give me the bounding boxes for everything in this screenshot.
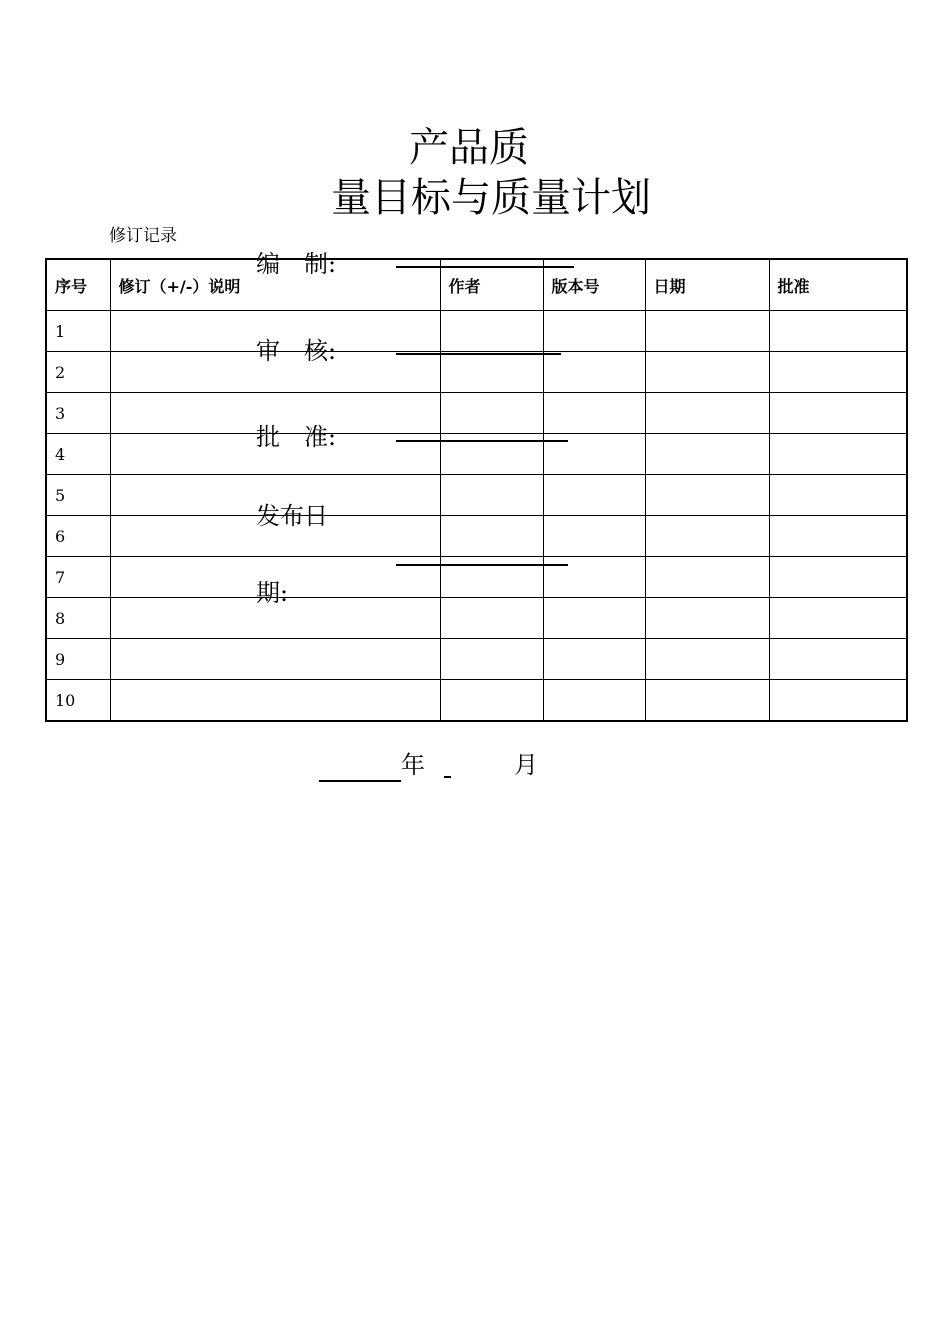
- row-version-cell[interactable]: [543, 557, 645, 598]
- row-date-cell[interactable]: [645, 598, 769, 639]
- row-serial-cell: 4: [46, 434, 110, 475]
- row-author-cell[interactable]: [440, 352, 543, 393]
- reviewed-by-signature-line[interactable]: [396, 353, 561, 355]
- row-serial-cell: 2: [46, 352, 110, 393]
- table-row: [46, 352, 907, 393]
- row-approval-cell[interactable]: [769, 639, 907, 680]
- month-label: 月: [514, 751, 538, 779]
- row-date-cell[interactable]: [645, 475, 769, 516]
- table-row: [46, 598, 907, 639]
- row-approval-cell[interactable]: [769, 311, 907, 352]
- row-date-cell[interactable]: [645, 516, 769, 557]
- header-author: 作者: [440, 259, 543, 311]
- row-date-cell[interactable]: [645, 680, 769, 722]
- row-date-cell[interactable]: [645, 639, 769, 680]
- row-serial-cell: 7: [46, 557, 110, 598]
- reviewed-by-label: 审 核:: [256, 337, 337, 365]
- row-approval-cell[interactable]: [769, 393, 907, 434]
- row-serial-cell: 5: [46, 475, 110, 516]
- row-approval-cell[interactable]: [769, 557, 907, 598]
- row-description-cell[interactable]: [110, 680, 440, 722]
- row-version-cell[interactable]: [543, 393, 645, 434]
- document-title-line1: 产品质: [409, 125, 529, 171]
- header-approval: 批准: [769, 259, 907, 311]
- table-row: [46, 311, 907, 352]
- row-serial-cell: 1: [46, 311, 110, 352]
- row-author-cell[interactable]: [440, 475, 543, 516]
- approved-by-signature-line[interactable]: [396, 440, 568, 442]
- header-version: 版本号: [543, 259, 645, 311]
- table-row: [46, 639, 907, 680]
- revision-table: [45, 258, 908, 722]
- row-author-cell[interactable]: [440, 598, 543, 639]
- year-label: 年: [401, 751, 425, 779]
- row-author-cell[interactable]: [440, 557, 543, 598]
- row-approval-cell[interactable]: [769, 598, 907, 639]
- table-row: [46, 516, 907, 557]
- row-date-cell[interactable]: [645, 434, 769, 475]
- row-author-cell[interactable]: [440, 311, 543, 352]
- prepared-by-signature-line[interactable]: [396, 266, 574, 268]
- row-version-cell[interactable]: [543, 680, 645, 722]
- header-revision-description: 修订（+/-）说明: [110, 259, 440, 311]
- release-date-label-part2: 期:: [256, 579, 289, 607]
- row-serial-cell: 6: [46, 516, 110, 557]
- table-row: [46, 680, 907, 722]
- row-serial-cell: 8: [46, 598, 110, 639]
- row-version-cell[interactable]: [543, 639, 645, 680]
- row-description-cell[interactable]: [110, 639, 440, 680]
- header-serial-number: 序号: [46, 259, 110, 311]
- row-date-cell[interactable]: [645, 311, 769, 352]
- row-version-cell[interactable]: [543, 475, 645, 516]
- table-row: [46, 475, 907, 516]
- header-date: 日期: [645, 259, 769, 311]
- prepared-by-label: 编 制:: [256, 250, 337, 278]
- row-version-cell[interactable]: [543, 598, 645, 639]
- row-author-cell[interactable]: [440, 680, 543, 722]
- row-serial-cell: 10: [46, 680, 110, 722]
- row-serial-cell: 9: [46, 639, 110, 680]
- revision-record-caption: 修订记录: [109, 226, 177, 246]
- row-approval-cell[interactable]: [769, 680, 907, 722]
- table-row: [46, 557, 907, 598]
- row-date-cell[interactable]: [645, 557, 769, 598]
- row-date-cell[interactable]: [645, 393, 769, 434]
- month-blank-dash[interactable]: [444, 776, 451, 778]
- row-approval-cell[interactable]: [769, 475, 907, 516]
- row-approval-cell[interactable]: [769, 352, 907, 393]
- row-approval-cell[interactable]: [769, 516, 907, 557]
- row-approval-cell[interactable]: [769, 434, 907, 475]
- row-author-cell[interactable]: [440, 393, 543, 434]
- document-title-line2: 量目标与质量计划: [331, 175, 651, 221]
- release-date-label-part1: 发布日: [256, 502, 328, 530]
- release-date-signature-line[interactable]: [396, 564, 568, 566]
- row-version-cell[interactable]: [543, 311, 645, 352]
- row-date-cell[interactable]: [645, 352, 769, 393]
- row-author-cell[interactable]: [440, 516, 543, 557]
- row-version-cell[interactable]: [543, 352, 645, 393]
- approved-by-label: 批 准:: [256, 423, 337, 451]
- row-version-cell[interactable]: [543, 516, 645, 557]
- row-serial-cell: 3: [46, 393, 110, 434]
- row-author-cell[interactable]: [440, 639, 543, 680]
- table-row: [46, 393, 907, 434]
- year-blank-line[interactable]: [319, 780, 401, 782]
